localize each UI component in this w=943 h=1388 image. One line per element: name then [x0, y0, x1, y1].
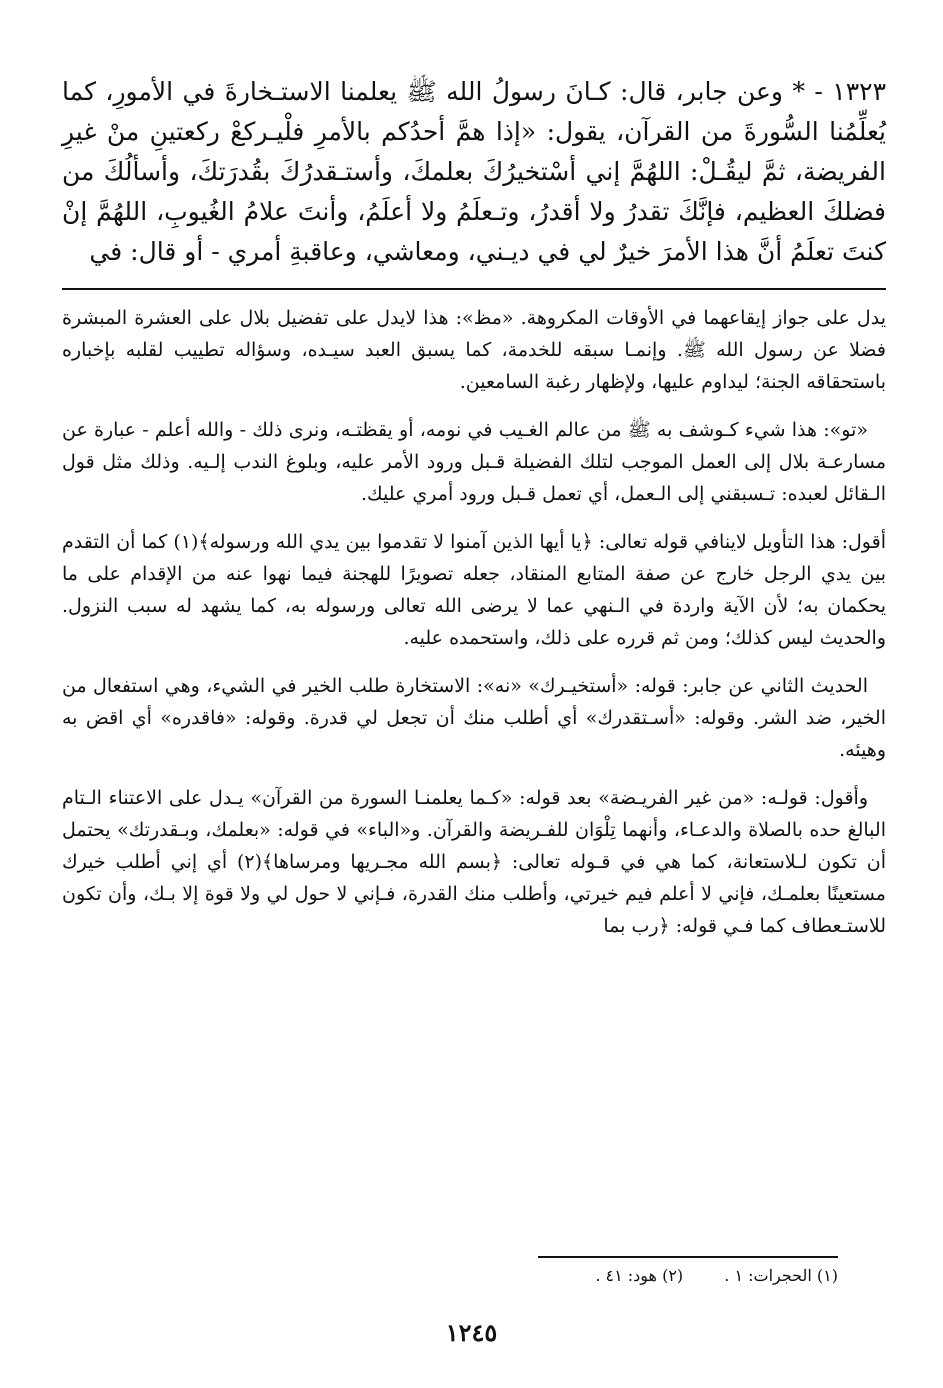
section-divider [62, 288, 886, 290]
hadith-text: ١٣٢٣ - * وعن جابر، قال: كـانَ رسولُ الله ﷺ يعلمنا الاستـخارةَ في الأمورِ، كما يُعلِّمُنا السُّورةَ من القرآن، يقول: «إذا همَّ أحدُكم بالأمرِ فلْيـركعْ ركعتينِ منْ غيرِ الفريضة، ثمَّ ليقُـلْ: اللهُمَّ إني أسْتخيرُكَ بعلمكَ، وأستـقدرُكَ بقُدرَتكَ، وأسألُكَ من فضلكَ العظيم، فإنَّكَ تقدرُ ولا أقدرُ، وتـعلَمُ ولا أعلَمُ، وأنتَ علامُ الغُيوبِ، اللهُمَّ إنْ كنتَ تعلَمُ أنَّ هذا الأمرَ خيرٌ لي في ديـني، ومعاشي، وعاقبةِ أمري - أو قال: في [62, 77, 886, 266]
footnote: (٢) هود: ٤١ . [595, 1266, 684, 1285]
commentary-paragraph: «تو»: هذا شيء كـوشف به ﷺ من عالم الغـيب في نومه، أو يقظتـه، ونرى ذلك - والله أعلم - عبارة عن مسارعـة بلال إلى العمل الموجب لتلك الفضيلة قـبل ورود الأمر عليه، وبلوغ الندب إلـيه. وذلك مثل قول الـقائل لعبده: تـسبقني إلى الـعمل، أي تعمل قـبل ورود أمري عليك. [62, 419, 886, 505]
commentary-paragraph: أقول: هذا التأويل لاينافي قوله تعالى: ﴿يا أيها الذين آمنوا لا تقدموا بين يدي الله ورسوله﴾(١) كما أن التقدم بين يدي الرجل خارج عن صفة المتابع المنقاد، جعله تصويرًا للهجنة فيما نهوا عنه من الإقدام على ما يحكمان به؛ لأن الآية واردة في الـنهي عما لا يرضى الله تعالى ورسوله به، كما يشهد له سبب النزول. والحديث ليس كذلك؛ ومن ثم قرره على ذلك، واستحمده عليه. [62, 531, 886, 649]
commentary-paragraph: وأقول: قولـه: «من غير الفريـضة» بعد قوله: «كـما يعلمنـا السورة من القرآن» يـدل على الاعتناء الـتام البالغ حده بالصلاة والدعـاء، وأنهما تِلْوَان للفـريضة والقرآن. و«الباء» في قوله: «بعلمك، وبـقدرتك» يحتمل أن تكون لـلاستعانة، كما هي في قـوله تعالى: ﴿بسم الله مجـريها ومرساها﴾(٢) أي إني أطلب خيرك مستعينًا بعلمـك، فإني لا أعلم فيم خيرتي، وأطلب منك القدرة، فـإني لا حول لي ولا قوة إلا بـك، وأن تكون للاستـعطاف كما فـي قوله: ﴿رب بما [62, 787, 886, 937]
page-body [62, 72, 886, 958]
commentary-paragraph: يدل على جواز إيقاعهما في الأوقات المكروهة. «مظ»: هذا لايدل على تفضيل بلال على العشرة المبشرة فضلا عن رسول الله ﷺ. وإنمـا سبقه للخدمة، كما يسبق العبد سيـده، وسؤاله تطييب لقلبه بإخباره باستحقاقه الجنة؛ ليداوم عليها، ولإظهار رغبة السامعين. [62, 307, 886, 393]
footnote-divider [538, 1256, 838, 1258]
footnote: (١) الحجرات: ١ . [724, 1266, 838, 1285]
footnotes [520, 1264, 838, 1288]
page-number: ١٢٤٥ [445, 1318, 498, 1347]
commentary [62, 302, 886, 942]
commentary-paragraph: الحديث الثاني عن جابر: قوله: «أستخيـرك» «نه»: الاستخارة طلب الخير في الشيء، وهي استفعال من الخير، ضد الشر. وقوله: «أسـتقدرك» أي أطلب منك أن تجعل لي قدرة. وقوله: «فاقدره» أي اقض به وهيئه. [62, 675, 886, 761]
